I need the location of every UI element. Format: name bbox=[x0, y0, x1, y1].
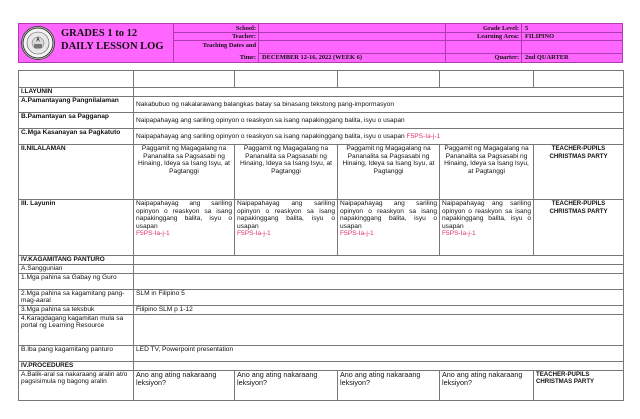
nilalaman-party: TEACHER-PUPILS CHRISTMAS PARTY bbox=[534, 145, 624, 200]
title-line-2: DAILY LESSON LOG bbox=[61, 41, 164, 52]
nilalaman-day-2: Paggamit ng Magagalang na Pananalita sa Pagsasabi ng Hinaing, Ideya sa Isang Isyu, at Pagtanggi bbox=[235, 145, 338, 200]
header-divider bbox=[521, 24, 522, 62]
teksbuk-value: Filipino SLM p 1-12 bbox=[134, 305, 624, 314]
header-divider bbox=[445, 24, 446, 62]
dll-header bbox=[18, 23, 623, 63]
dates-label-line1: Teaching Dates and bbox=[202, 42, 256, 49]
iba-pang-value: LED TV, Powerpoint presentation bbox=[134, 345, 624, 361]
blank-cell bbox=[338, 71, 440, 88]
balik-aral-party: TEACHER-PUPILS CHRISTMAS PARTY bbox=[534, 370, 624, 400]
table-row bbox=[19, 305, 624, 314]
teksbuk-label: 3.Mga pahina sa teksbuk bbox=[19, 305, 134, 314]
table-row bbox=[19, 200, 624, 256]
blank-cell bbox=[134, 314, 624, 345]
blank-cell bbox=[134, 361, 624, 370]
kasanayan-label: C.Mga Kasanayan sa Pagkatuto bbox=[19, 129, 134, 145]
nilalaman-day-3: Paggamit ng Magagalang na Pananalita sa Pagsasabi ng Hinaing, Ideya sa Isang Isyu, at Pagtanggi bbox=[338, 145, 440, 200]
kasanayan-code: F5PS-Ia-j-1 bbox=[406, 132, 441, 140]
table-row bbox=[19, 71, 624, 88]
blank-cell bbox=[440, 71, 534, 88]
pamantayang-pangnilalaman-value: Nakabubuo ng nakalarawang balangkas batay sa binasang tekstong pang-impormasyon bbox=[134, 97, 624, 113]
layunin-text: Naipapahayag ang sariling opinyon o reaskyon sa isang napakinggang balita, isyu o usapan bbox=[340, 200, 437, 230]
header-divider bbox=[173, 40, 622, 41]
school-label: School: bbox=[235, 25, 256, 32]
table-row bbox=[19, 145, 624, 200]
table-row bbox=[19, 370, 624, 400]
dll-table bbox=[18, 70, 624, 401]
layunin-day-1 bbox=[134, 200, 235, 256]
layunin-text: Naipapahayag ang sariling opinyon o reaskyon sa isang napakinggang balita, isyu o usapan bbox=[136, 200, 232, 230]
table-row bbox=[19, 273, 624, 289]
table-row bbox=[19, 88, 624, 97]
section-kagamitang: IV.KAGAMITANG PANTURO bbox=[19, 256, 134, 265]
layunin-code: F5PS-Ia-j-1 bbox=[340, 230, 374, 238]
kagamitang-pangmag-value: SLM in Filipino 5 bbox=[134, 289, 624, 305]
balik-aral-day-1: Ano ang ating nakaraang leksiyon? bbox=[134, 370, 235, 400]
layunin-text: Naipapahayag ang sariling opinyon o reaskyon sa isang napakinggang balita, isyu o usapan bbox=[442, 200, 531, 230]
header-divider bbox=[173, 24, 174, 62]
pamantayan-pagganap-value: Naipapahayag ang sariling opinyon o reaskyon sa isang napakinggang balita, isyu o usapan bbox=[134, 113, 624, 129]
nilalaman-day-1: Paggamit ng Magagalang na Pananalita sa Pagsasabi ng Hinaing, Ideya sa Isang Isyu, at Pagtanggi bbox=[134, 145, 235, 200]
layunin-day-3 bbox=[338, 200, 440, 256]
table-row bbox=[19, 361, 624, 370]
kasanayan-value-cell bbox=[134, 129, 624, 145]
learning-area-value: FILIPINO bbox=[525, 33, 555, 40]
layunin-day-4 bbox=[440, 200, 534, 256]
dates-label-line2: Time: bbox=[239, 54, 256, 61]
blank-cell bbox=[134, 256, 624, 265]
table-row bbox=[19, 314, 624, 345]
table-row bbox=[19, 113, 624, 129]
sanggunian-label: A.Sanggunian bbox=[19, 265, 134, 274]
karagdagang-label: 4.Karagdagang kagamitan mula sa portal ng Learning Resource bbox=[19, 314, 134, 345]
layunin-row-label: III. Layunin bbox=[19, 200, 134, 256]
grade-level-label: Grade Level: bbox=[482, 25, 519, 32]
layunin-text: Naipapahayag ang sariling opinyon o reaskyon sa isang napakinggang balita, isyu o usapan bbox=[237, 200, 335, 230]
kasanayan-value: Naipapahayag ang sariling opinyon o reaskyon sa isang napakinggang balita, isyu o usapan bbox=[136, 132, 405, 140]
nilalaman-day-4: Paggamit ng Magagalang na Pananalita sa Pagsasabi ng Hinaing, Ideya sa Isang Isyu, at Pagtanggi bbox=[440, 145, 534, 200]
grade-level-value: 5 bbox=[525, 25, 529, 32]
table-row bbox=[19, 345, 624, 361]
quarter-value: 2nd QUARTER bbox=[525, 54, 569, 61]
dll-title bbox=[61, 27, 164, 53]
nilalaman-label: II.NILALAMAN bbox=[19, 145, 134, 200]
table-row bbox=[19, 289, 624, 305]
table-row bbox=[19, 129, 624, 145]
blank-cell bbox=[134, 273, 624, 289]
deped-seal-icon bbox=[21, 26, 55, 60]
balik-aral-label: A.Balik-aral sa nakaraang aralin at/o pagsisimula ng bagong aralin bbox=[19, 370, 134, 400]
blank-cell bbox=[19, 71, 134, 88]
blank-cell bbox=[534, 71, 624, 88]
layunin-code: F5PS-Ia-j-1 bbox=[442, 230, 476, 238]
title-line-1: GRADES 1 to 12 bbox=[61, 28, 138, 39]
layunin-day-2 bbox=[235, 200, 338, 256]
balik-aral-day-3: Ano ang ating nakaraang leksiyon? bbox=[338, 370, 440, 400]
layunin-code: F5PS-Ia-j-1 bbox=[237, 230, 271, 238]
teaching-dates-value: DECEMBER 12-16, 2022 (WEEK 6) bbox=[262, 54, 362, 61]
kagamitang-pangmag-label: 2.Mga pahina sa kagamitang pang-mag-aaral bbox=[19, 289, 134, 305]
table-row bbox=[19, 256, 624, 265]
pamantayang-pangnilalaman-label: A.Pamantayang Pangnilalaman bbox=[19, 97, 134, 113]
header-divider bbox=[258, 24, 259, 62]
section-layunin: I.LAYUNIN bbox=[19, 88, 134, 97]
blank-cell bbox=[235, 71, 338, 88]
learning-area-label: Learning Area: bbox=[477, 33, 519, 40]
quarter-label: Quarter: bbox=[494, 54, 519, 61]
gabay-label: 1.Mga pahina sa Gabay ng Guro bbox=[19, 273, 134, 289]
layunin-party: TEACHER-PUPILS CHRISTMAS PARTY bbox=[534, 200, 624, 256]
blank-cell bbox=[134, 265, 624, 274]
section-procedures: IV.PROCEDURES bbox=[19, 361, 134, 370]
balik-aral-day-4: Ano ang ating nakaraang leksiyon? bbox=[440, 370, 534, 400]
table-row bbox=[19, 265, 624, 274]
teacher-label: Teacher: bbox=[232, 33, 256, 40]
blank-cell bbox=[134, 88, 624, 97]
pamantayan-pagganap-label: B.Pamantayan sa Pagganap bbox=[19, 113, 134, 129]
balik-aral-day-2: Ano ang ating nakaraang leksiyon? bbox=[235, 370, 338, 400]
iba-pang-label: B.Iba pang kagamitang panturo bbox=[19, 345, 134, 361]
blank-cell bbox=[134, 71, 235, 88]
table-row bbox=[19, 97, 624, 113]
layunin-code: F5PS-Ia-j-1 bbox=[136, 230, 170, 238]
